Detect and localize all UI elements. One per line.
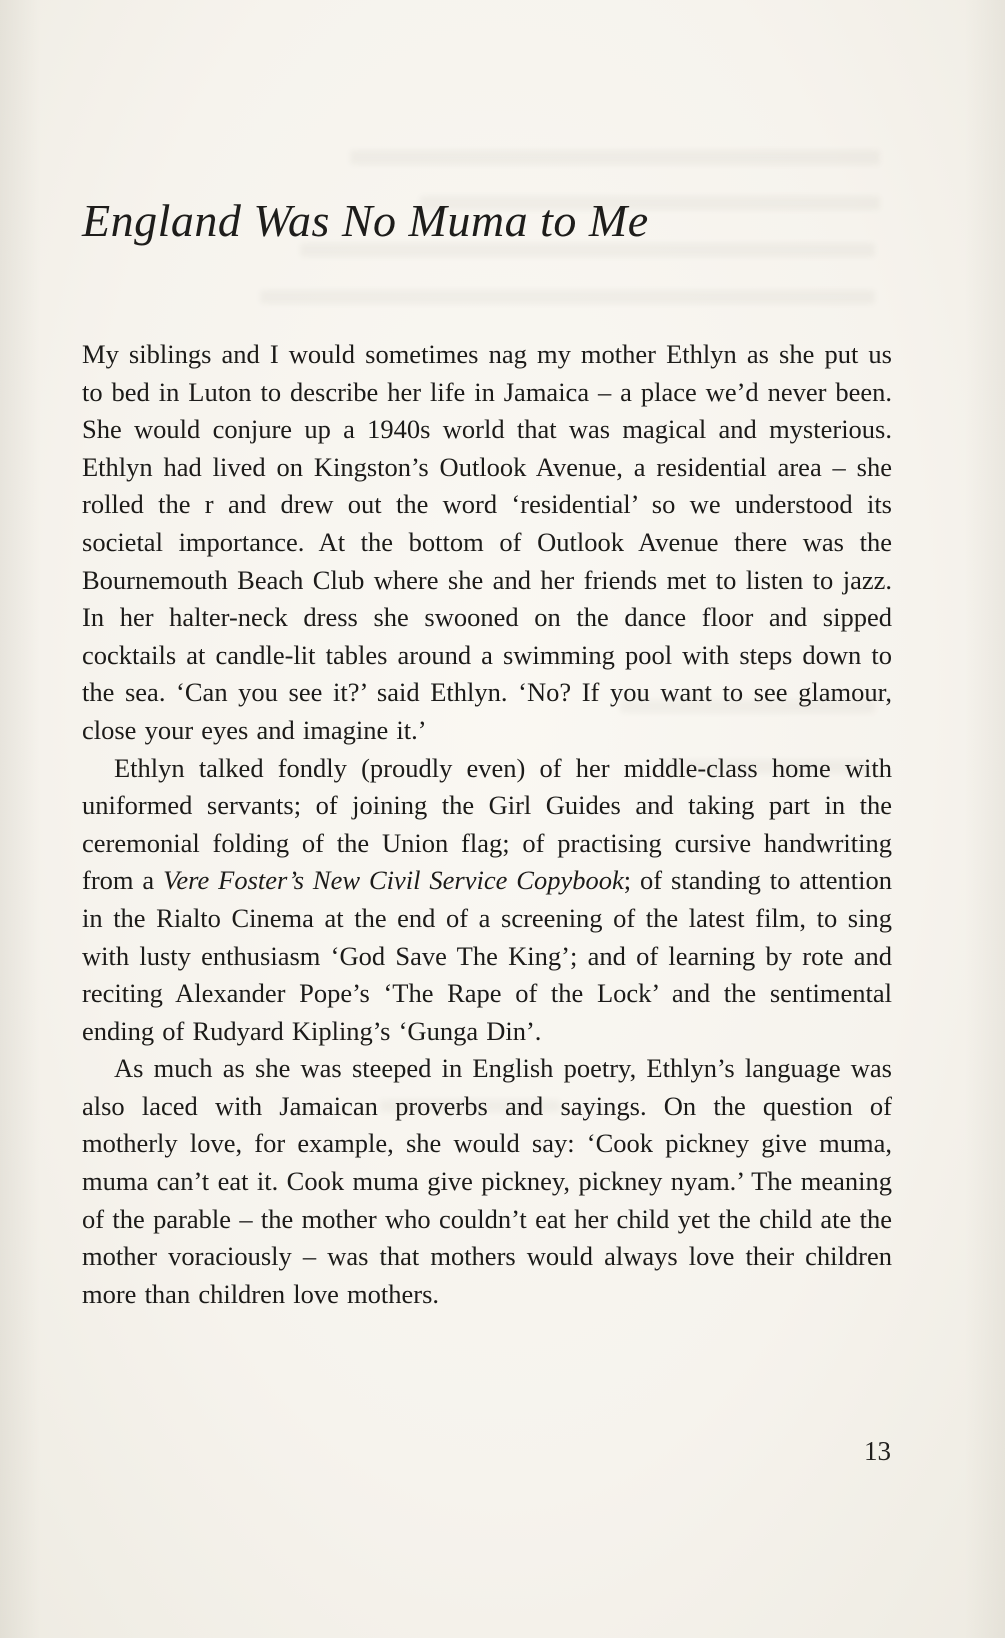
bleed-through-mark — [350, 150, 880, 165]
text-segment: My siblings and I would sometimes nag my mother Ethlyn as she put us to bed in Luton to describe her life in Jamaica – a place we’d never been. She would conjure up a 1940s world that was magical and mysterious. Ethlyn had lived on Kingston’s Outlook Avenue, a residential area – she rolled the r and drew out the word ‘residential’ so we understood its societal importance. At the bottom of Outlook Avenue there was the Bournemouth Beach Club where she and her friends met to listen to jazz. In her halter-neck dress she swooned on the dance floor and sipped cocktails at candle-lit tables around a swimming pool with steps down to the sea. ‘Can you see it?’ said Ethlyn. ‘No? If you want to see glamour, close your eyes and imagine it.’ — [82, 339, 892, 745]
paragraph — [82, 1050, 892, 1313]
chapter-title: England Was No Muma to Me — [82, 195, 649, 246]
page-number: 13 — [864, 1436, 891, 1466]
text-segment-italic: Vere Foster’s New Civil Service Copybook — [163, 865, 624, 896]
paragraph — [82, 336, 892, 750]
bleed-through-mark — [260, 290, 875, 304]
paragraph — [82, 750, 892, 1051]
text-segment: ; of standing to attention in the Rialto Cinema at the end of a screening of the latest film, to sing with lusty enthusiasm ‘God Save The King’; and of learning by rote and reciting Alexander Pope’s ‘The Rape of the Lock’ and the sentimental ending of Rudyard Kipling’s ‘Gunga Din’. — [82, 865, 892, 1046]
text-segment: As much as she was steeped in English poetry, Ethlyn’s language was also laced with Jamaican proverbs and sayings. On the question of motherly love, for example, she would say: ‘Cook pickney give muma, muma can’t eat it. Cook muma give pickney, pickney nyam.’ The meaning of the parable – the mother who couldn’t eat her child yet the child ate the mother voraciously – was that mothers would always love their children more than children love mothers. — [82, 1053, 892, 1309]
body-text — [82, 336, 892, 1313]
text-segment: Ethlyn talked fondly (proudly even) of her middle-class home with uniformed servants; of joining the Girl Guides and taking part in the ceremonial folding of the Union flag; of practising cursive handwriting from a — [82, 752, 892, 896]
